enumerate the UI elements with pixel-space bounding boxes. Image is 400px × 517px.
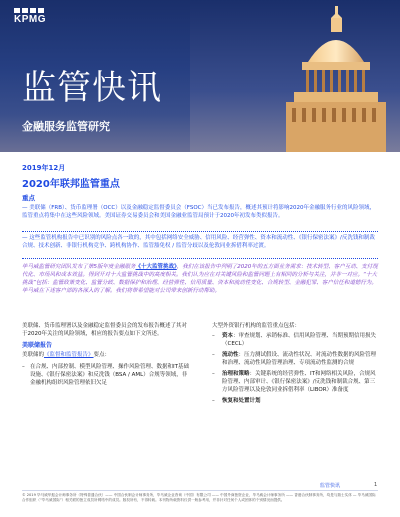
frb-bullet-list <box>22 363 192 387</box>
list-item <box>222 332 380 348</box>
frb-report-paragraph <box>22 351 192 359</box>
kpmg-logo-text: KPMG <box>14 14 46 25</box>
copyright-notice: © 2019 毕马威华振会计师事务所（特殊普通合伙）—— 中国合伙制会计师事务所，毕马威企业咨询（中国）有限公司 —— 中国外商独资企业，毕马威会计师事务所 —— 香港合伙制事务所，均是与瑞士实体 — 毕马威国际合作组织（“毕马威国际”）相关联的独立成员所网络中的成员。版权所有，不得转载。本刊物所载资料仅供一般参考用，并非针对任何个人或团体的个别情况而提供。 <box>22 493 376 502</box>
frb-report-heading: 美联储报告 <box>22 342 53 349</box>
hero-banner <box>0 0 400 152</box>
left-intro-paragraph: 美联储、货币监理署以及金融稳定监督委员会的发布报告概述了其对于2020年关注的风险领域，相应的报告要点如下文所述。 <box>22 323 188 337</box>
right-intro: 大型外资银行机构的监管重点包括： <box>212 323 301 329</box>
list-item-term: 恢复和处置计划 <box>222 398 261 404</box>
kpmg-logo-mark <box>14 8 46 13</box>
highlight-paragraph-1: — 美联储（FRB）、货币监理署（OCC）以及金融稳定监督委员会（FSOC）当已发布报告，概述其预计将影响2020年金融服务行业的风险领域，监管重点将集中在这些风险领域。美国证券交易委员会和美国金融业监管局预计于2020年初发布类似报告。 <box>22 205 375 219</box>
frb-report-text: 要点： <box>93 352 111 358</box>
kpmg-note-text: ，我们在该报告中列明了2020年的五方面业务需求：技术转型、客户互动、支付现代化、市场风和成本效益。得到开对十大监管挑战中的高度相关。我们认为应在对关键风险和监管问题上有相同的分析与关注，并非一对应。“十大挑战”包括：监管政策变化、监管分歧、数据保护和治理、经营弹性、信用质量、资本和流动性变化、合规转型、金融犯罪、客户信任和道德行为。毕马威在下述客户部的各深入的了解。我们将带希望能对公司带来创新行动帮助。 <box>22 264 378 294</box>
page-number: 1 <box>374 482 378 488</box>
left-column <box>22 322 192 387</box>
list-item: – 在合规、内部控制、模型风险管理、操作风险管理、数据和IT基础设施、《银行保密法案》和反洗钱（BSA / AML）合规等领域，非金融机构组织风险管理依旧欠足 <box>30 363 192 387</box>
highlight-paragraph-2: — 这些监管机构报告中已识别的风险点各一致的，其中包括网络安全威胁、信用风险、经营弹性、资本和流动性、《银行保密法案》/反洗钱和制裁合规、技术创新、非银行机构竞争、跨机构协作、监管豁免权 / 监管分歧以及伦敦同业拆借利率过渡。 <box>22 235 375 249</box>
capitol-dome-image <box>190 0 400 152</box>
footer-label: 监管快讯 <box>320 483 341 489</box>
list-item-term: 治理和策略 <box>222 371 250 377</box>
page-title: 监管快讯 <box>22 68 162 108</box>
article-heading: 2020年联邦监管重点 <box>22 179 120 190</box>
list-item <box>222 370 380 394</box>
list-item-desc: ：压力测试假设、流动性状况、对流动性数据的风险管理和治理、流动性风险管理治理、专项流动性监测的合规 <box>222 352 377 366</box>
kpmg-note <box>22 263 378 295</box>
divider <box>22 231 378 232</box>
list-item <box>222 397 380 405</box>
list-item-desc: ：关键系统的经营弹性、IT和网络相关风险，合规风险管理、内部审计、《银行保密法案》/反洗钱和制裁合规、第三方风险管理以及伦敦同业拆借利率（LIBOR）准备度 <box>222 371 376 393</box>
kpmg-logo <box>14 8 46 25</box>
footer-divider <box>22 490 378 491</box>
frb-report-text: 美联储的 <box>22 352 45 358</box>
page-subtitle: 金融服务监管研究 <box>22 120 110 133</box>
top-ten-challenges-link[interactable]: 《十大监管挑战》 <box>135 264 177 270</box>
priority-list <box>212 332 380 405</box>
list-item-term: 资本 <box>222 333 234 339</box>
list-item-term: 流动性 <box>222 352 239 358</box>
highlights-label: 重点 <box>22 194 35 202</box>
right-column <box>212 322 380 408</box>
list-item-desc: ：审查规划、承销标准、信用风险管理、当期预期信用损失（CECL） <box>222 333 377 347</box>
kpmg-note-text: 毕马威监管研究团队发布了第5版年度金融服务 <box>22 264 136 270</box>
issue-date: 2019年12月 <box>22 164 66 172</box>
divider <box>22 258 378 259</box>
supervision-report-link[interactable]: 《监督和监管报告》 <box>44 352 94 358</box>
list-item <box>222 351 380 367</box>
